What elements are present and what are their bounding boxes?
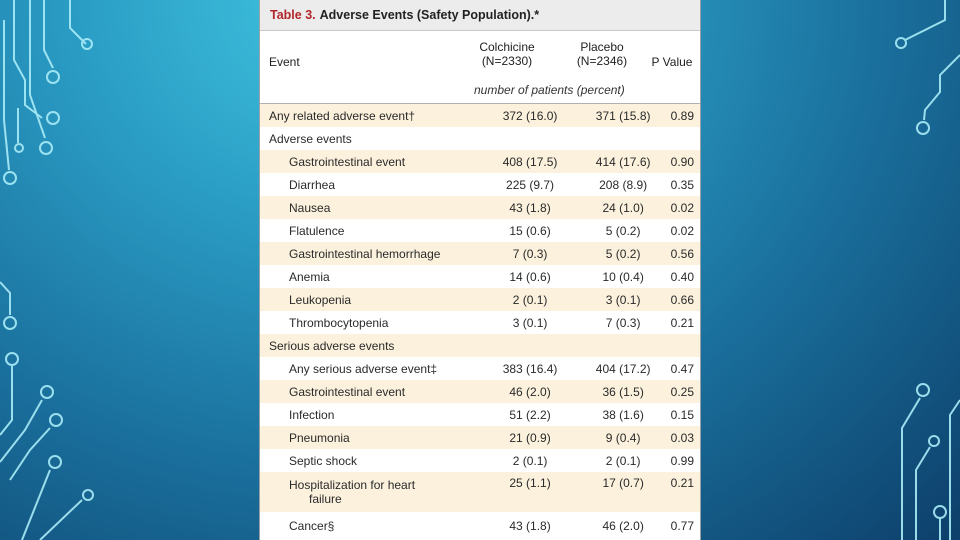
circuit-node (83, 490, 93, 500)
placebo-cell: 24 (1.0) (576, 196, 671, 219)
event-cell: Leukopenia (260, 288, 484, 311)
pvalue-cell: 0.89 (671, 104, 700, 127)
event-cell: Any serious adverse event‡ (289, 361, 438, 376)
circuit-node (49, 456, 61, 468)
pvalue-cell: 0.03 (671, 426, 700, 449)
pvalue-cell: 0.02 (671, 196, 700, 219)
pvalue-cell: 0.56 (671, 242, 700, 265)
event-cell: Any related adverse event† (260, 104, 484, 127)
event-cell: Gastrointestinal hemorrhage (260, 242, 484, 265)
colchicine-cell: 7 (0.3) (484, 242, 575, 265)
event-label-line1: Hospitalization for heart (289, 478, 416, 492)
circuit-node (934, 506, 946, 518)
pvalue-cell: 0.35 (670, 177, 694, 192)
colchicine-cell (484, 127, 575, 150)
circuit-trace (14, 0, 42, 118)
circuit-node (929, 436, 939, 446)
units-label: number of patients (percent) (474, 83, 625, 97)
table-row (260, 265, 700, 288)
pvalue-cell: 0.40 (670, 269, 694, 284)
placebo-cell: 5 (0.2) (605, 223, 641, 238)
table-row (260, 380, 700, 403)
header-colchicine-name: Colchicine (479, 40, 535, 54)
colchicine-cell: 2 (0.1) (484, 288, 575, 311)
placebo-cell: 7 (0.3) (605, 315, 641, 330)
header-pvalue: P Value (651, 55, 693, 69)
circuit-node (917, 384, 929, 396)
header-colchicine (465, 40, 549, 68)
header-placebo (560, 40, 644, 68)
circuit-node (47, 71, 59, 83)
placebo-cell: 36 (1.5) (576, 380, 671, 403)
section-row (260, 127, 700, 150)
colchicine-cell: 46 (2.0) (484, 380, 575, 403)
table-number: Table 3. (270, 8, 316, 22)
circuit-trace (70, 0, 86, 44)
table-row (260, 426, 700, 449)
adverse-events-table (259, 0, 701, 540)
colchicine-cell: 51 (2.2) (509, 407, 551, 422)
colchicine-cell: 372 (16.0) (484, 104, 575, 127)
pvalue-cell (671, 334, 700, 357)
circuit-trace (0, 366, 12, 435)
header-event: Event (269, 55, 300, 69)
circuit-trace (950, 400, 960, 540)
pvalue-cell: 0.99 (670, 453, 694, 468)
event-cell: Cancer§ (289, 519, 335, 533)
circuit-trace (905, 0, 945, 40)
circuit-node (41, 386, 53, 398)
circuit-node (4, 317, 16, 329)
circuit-trace (40, 500, 82, 540)
placebo-cell (576, 127, 671, 150)
colchicine-cell: 2 (0.1) (512, 453, 548, 468)
colchicine-cell: 408 (17.5) (484, 150, 575, 173)
circuit-node (40, 142, 52, 154)
placebo-cell: 10 (0.4) (602, 269, 644, 284)
table-row (260, 357, 700, 380)
table-row (260, 288, 700, 311)
colchicine-cell: 15 (0.6) (509, 223, 551, 238)
event-cell: Anemia (289, 269, 330, 284)
pvalue-cell: 0.21 (670, 315, 694, 330)
event-cell (260, 472, 484, 512)
circuit-node (50, 414, 62, 426)
event-cell: Nausea (260, 196, 484, 219)
table-title: Adverse Events (Safety Population).* (319, 8, 540, 22)
section-label: Adverse events (269, 131, 352, 146)
placebo-cell: 9 (0.4) (576, 426, 671, 449)
circuit-trace (30, 0, 45, 138)
header-colchicine-n: (N=2330) (481, 54, 533, 68)
circuit-trace (10, 428, 50, 480)
placebo-cell: 38 (1.6) (602, 407, 644, 422)
colchicine-cell: 21 (0.9) (484, 426, 575, 449)
event-label-wrapped (289, 478, 484, 506)
circuit-node (82, 39, 92, 49)
placebo-cell: 208 (8.9) (599, 177, 648, 192)
placebo-cell: 414 (17.6) (576, 150, 671, 173)
placebo-cell: 371 (15.8) (576, 104, 671, 127)
placebo-cell: 2 (0.1) (605, 453, 641, 468)
table-row (260, 196, 700, 219)
circuit-trace (44, 0, 53, 68)
colchicine-cell (484, 334, 575, 357)
event-cell: Diarrhea (289, 177, 336, 192)
circuit-trace (0, 400, 42, 462)
event-cell: Gastrointestinal event (260, 150, 484, 173)
table-row (260, 242, 700, 265)
table-header (260, 31, 700, 104)
table-row (260, 173, 700, 196)
header-placebo-name: Placebo (580, 40, 624, 54)
circuit-node (4, 172, 16, 184)
event-label-line2: failure (309, 492, 342, 506)
header-placebo-n: (N=2346) (576, 54, 628, 68)
pvalue-cell: 0.21 (671, 472, 700, 512)
table-row (260, 449, 700, 472)
circuit-node (6, 353, 18, 365)
pvalue-cell: 0.66 (671, 288, 700, 311)
colchicine-cell: 225 (9.7) (506, 177, 555, 192)
table-row (260, 150, 700, 173)
pvalue-cell: 0.47 (670, 361, 694, 376)
table-row (260, 512, 700, 540)
circuit-node (917, 122, 929, 134)
pvalue-cell: 0.02 (670, 223, 694, 238)
table-row (260, 104, 700, 127)
pvalue-cell: 0.90 (671, 150, 700, 173)
event-cell: Thrombocytopenia (289, 315, 389, 330)
circuit-trace (0, 282, 10, 315)
event-cell: Flatulence (289, 223, 345, 238)
colchicine-cell: 25 (1.1) (484, 472, 575, 512)
table-body (260, 104, 700, 540)
pvalue-cell: 0.77 (670, 519, 694, 533)
circuit-trace (916, 447, 930, 540)
circuit-node (47, 112, 59, 124)
table-row (260, 403, 700, 426)
placebo-cell: 46 (2.0) (602, 519, 644, 533)
circuit-trace (924, 55, 960, 120)
table-caption (260, 0, 700, 31)
placebo-cell (576, 334, 671, 357)
table-row (260, 472, 700, 512)
event-cell: Pneumonia (260, 426, 484, 449)
event-cell: Septic shock (289, 453, 358, 468)
section-label: Serious adverse events (260, 334, 484, 357)
table-row (260, 311, 700, 334)
pvalue-cell: 0.15 (670, 407, 694, 422)
colchicine-cell: 43 (1.8) (509, 519, 551, 533)
event-cell: Gastrointestinal event (260, 380, 484, 403)
event-cell: Infection (289, 407, 335, 422)
pvalue-cell (671, 127, 700, 150)
table-row (260, 219, 700, 242)
section-row (260, 334, 700, 357)
placebo-cell: 404 (17.2) (595, 361, 651, 376)
placebo-cell: 5 (0.2) (576, 242, 671, 265)
circuit-trace (22, 470, 50, 540)
colchicine-cell: 3 (0.1) (512, 315, 548, 330)
circuit-node (15, 144, 23, 152)
circuit-trace (4, 20, 9, 170)
placebo-cell: 17 (0.7) (576, 472, 671, 512)
colchicine-cell: 43 (1.8) (484, 196, 575, 219)
colchicine-cell: 14 (0.6) (509, 269, 551, 284)
colchicine-cell: 383 (16.4) (502, 361, 558, 376)
circuit-node (896, 38, 906, 48)
pvalue-cell: 0.25 (671, 380, 700, 403)
placebo-cell: 3 (0.1) (576, 288, 671, 311)
